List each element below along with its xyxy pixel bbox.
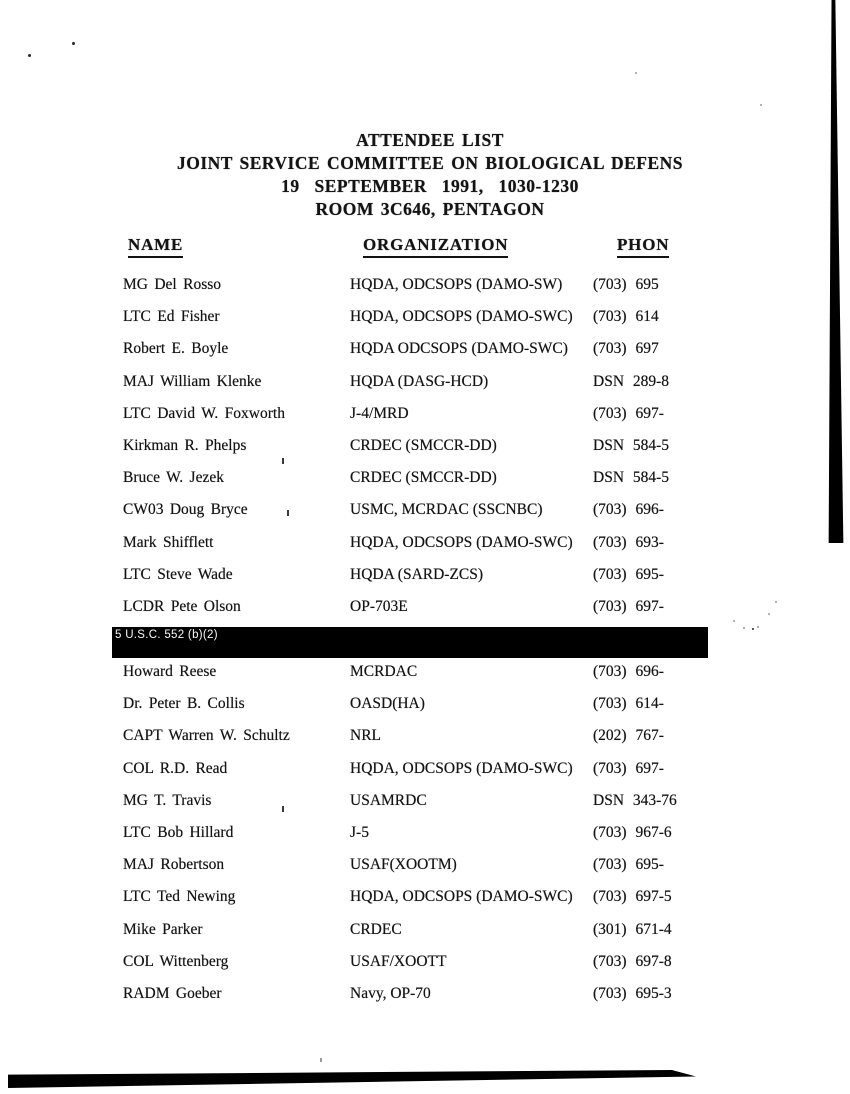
attendee-name: MG Del Rosso [123, 276, 222, 293]
attendee-organization: USAF/XOOTT [350, 952, 447, 970]
attendee-phone: DSN 584-5 [593, 436, 670, 454]
attendee-organization: HQDA, ODCSOPS (DAMO-SW) [350, 276, 563, 293]
attendee-organization: Navy, OP-70 [350, 984, 431, 1002]
scan-mark [282, 806, 284, 812]
attendee-row [0, 276, 850, 308]
attendee-row [0, 695, 850, 727]
column-header-organization: ORGANIZATION [363, 235, 508, 258]
attendee-organization: HQDA, ODCSOPS (DAMO-SWC) [350, 533, 573, 551]
attendee-phone: (703) 697- [593, 404, 664, 422]
attendee-name: MAJ Robertson [123, 856, 225, 874]
attendee-name: CW03 Doug Bryce [123, 501, 248, 519]
attendee-phone: (703) 695 [593, 276, 659, 293]
attendee-name: LTC Steve Wade [123, 565, 233, 583]
scan-mark [320, 1058, 322, 1062]
attendee-row [0, 405, 850, 437]
scan-artifact-right-edge-bar [828, 0, 844, 543]
attendee-organization: J-4/MRD [350, 404, 409, 422]
redaction-bar [112, 627, 708, 658]
attendee-phone: DSN 289-8 [593, 372, 670, 390]
attendee-row [0, 534, 850, 566]
attendee-phone: DSN 584-5 [593, 469, 670, 487]
attendee-name: Bruce W. Jezek [123, 469, 224, 487]
attendee-row [0, 373, 850, 405]
attendee-name: Kirkman R. Phelps [123, 436, 247, 454]
doc-title-line-1: ATTENDEE LIST [356, 130, 504, 150]
attendee-organization: HQDA, ODCSOPS (DAMO-SWC) [350, 308, 573, 326]
attendee-name: Howard Reese [123, 663, 217, 680]
attendee-phone: (703) 696- [593, 663, 664, 680]
attendee-organization: MCRDAC [350, 663, 418, 680]
attendee-organization: HQDA ODCSOPS (DAMO-SWC) [350, 340, 568, 358]
attendee-phone: (703) 614 [593, 308, 659, 326]
scan-speckle [775, 601, 777, 603]
attendee-phone: (703) 614- [593, 695, 664, 713]
attendee-organization: CRDEC [350, 920, 402, 938]
attendee-name: Mike Parker [123, 920, 203, 938]
scan-speckle [752, 628, 754, 630]
attendee-name: LTC Ted Newing [123, 888, 236, 906]
doc-title-line-4: ROOM 3C646, PENTAGON [315, 199, 545, 219]
attendee-phone: (703) 695- [593, 856, 664, 874]
attendee-name: Robert E. Boyle [123, 340, 229, 358]
doc-title-line-3: 19 SEPTEMBER 1991, 1030-1230 [281, 176, 579, 196]
attendee-phone: (202) 767- [593, 727, 664, 745]
attendee-row [0, 566, 850, 598]
attendee-name: MAJ William Klenke [123, 372, 262, 390]
scan-speckle [72, 42, 75, 45]
attendee-name: LTC Bob Hillard [123, 823, 234, 841]
attendee-row [0, 727, 850, 759]
attendee-row [0, 953, 850, 985]
attendee-phone: (703) 697- [593, 597, 664, 615]
attendee-row [0, 437, 850, 469]
scan-speckle [635, 72, 637, 74]
column-header-name: NAME [128, 235, 183, 258]
scan-artifact-bottom-edge-bar [8, 1070, 696, 1088]
attendee-name: COL R.D. Read [123, 759, 228, 777]
scan-speckle [768, 613, 770, 615]
attendee-name: LCDR Pete Olson [123, 597, 241, 615]
attendee-phone: (703) 693- [593, 533, 664, 551]
attendee-organization: CRDEC (SMCCR-DD) [350, 469, 497, 487]
attendee-organization: USAF(XOOTM) [350, 856, 457, 874]
attendee-row [0, 598, 850, 630]
attendee-row [0, 501, 850, 533]
redaction-statute-label: 5 U.S.C. 552 (b)(2) [115, 629, 218, 641]
attendee-phone: (703) 697-5 [593, 888, 672, 906]
scan-mark [282, 458, 284, 464]
column-header-phone: PHON [617, 235, 669, 258]
attendee-organization: HQDA, ODCSOPS (DAMO-SWC) [350, 888, 573, 906]
attendee-row [0, 888, 850, 920]
attendee-name: RADM Goeber [123, 984, 222, 1002]
attendee-phone: (703) 695-3 [593, 984, 672, 1002]
attendee-name: Mark Shifflett [123, 533, 214, 551]
attendee-phone: (703) 697- [593, 759, 664, 777]
attendee-organization: HQDA (SARD-ZCS) [350, 565, 484, 583]
attendee-row [0, 921, 850, 953]
attendee-organization: CRDEC (SMCCR-DD) [350, 436, 497, 454]
attendee-phone: (703) 967-6 [593, 823, 672, 841]
attendee-row [0, 308, 850, 340]
attendee-organization: OP-703E [350, 597, 408, 615]
attendee-list-bottom [0, 663, 850, 1017]
attendee-organization: NRL [350, 727, 381, 745]
attendee-organization: HQDA (DASG-HCD) [350, 372, 489, 390]
scan-speckle [757, 626, 759, 628]
attendee-organization: USAMRDC [350, 791, 427, 809]
attendee-name: MG T. Travis [123, 791, 212, 809]
document-header [5, 129, 850, 221]
attendee-phone: (301) 671-4 [593, 920, 672, 938]
scan-speckle [733, 620, 735, 622]
scan-speckle [743, 627, 745, 629]
attendee-row [0, 340, 850, 372]
scan-speckle [760, 104, 762, 106]
attendee-row [0, 469, 850, 501]
attendee-row [0, 985, 850, 1017]
attendee-row [0, 856, 850, 888]
attendee-organization: OASD(HA) [350, 695, 425, 713]
attendee-name: LTC Ed Fisher [123, 308, 220, 326]
attendee-row [0, 663, 850, 695]
attendee-list-top [0, 276, 850, 630]
attendee-row [0, 824, 850, 856]
attendee-phone: (703) 697-8 [593, 952, 672, 970]
attendee-phone: (703) 697 [593, 340, 659, 358]
attendee-name: Dr. Peter B. Collis [123, 695, 245, 713]
scan-mark [287, 510, 289, 516]
attendee-name: CAPT Warren W. Schultz [123, 727, 290, 745]
attendee-phone: DSN 343-76 [593, 791, 677, 809]
attendee-name: COL Wittenberg [123, 952, 229, 970]
attendee-phone: (703) 695- [593, 565, 664, 583]
attendee-name: LTC David W. Foxworth [123, 404, 285, 422]
attendee-organization: HQDA, ODCSOPS (DAMO-SWC) [350, 759, 573, 777]
doc-title-line-2: JOINT SERVICE COMMITTEE ON BIOLOGICAL DEFENS [176, 153, 684, 173]
attendee-row [0, 760, 850, 792]
attendee-row [0, 792, 850, 824]
attendee-organization: USMC, MCRDAC (SSCNBC) [350, 501, 543, 519]
scan-speckle [28, 54, 31, 57]
attendee-phone: (703) 696- [593, 501, 664, 519]
attendee-organization: J-5 [350, 823, 369, 841]
